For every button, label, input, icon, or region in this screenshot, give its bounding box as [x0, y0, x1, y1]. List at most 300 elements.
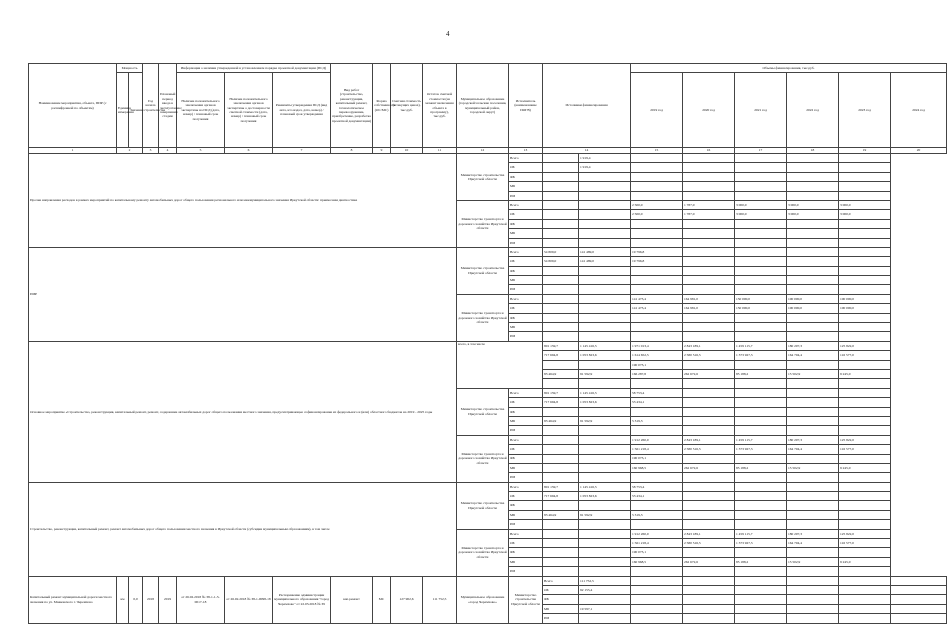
- col-number: 3: [143, 148, 159, 154]
- funding-value: [735, 614, 787, 623]
- funding-value: [735, 454, 787, 463]
- object-value: 0,0: [129, 576, 143, 623]
- source-label: ОБ: [509, 257, 543, 266]
- year-2024-header: 2024 год: [891, 73, 947, 148]
- funding-value: 125 822,0: [839, 529, 891, 538]
- object-estimate-cost: 127 902,6: [391, 576, 423, 623]
- funding-value: 801 159,7: [543, 388, 579, 397]
- year-2020-header: 2020 год: [683, 73, 735, 148]
- funding-value: 3 000,0: [787, 200, 839, 209]
- funding-value: 15 502,9: [787, 557, 839, 566]
- funding-value: [839, 398, 891, 407]
- funding-value: [543, 567, 579, 576]
- year-2021-header: 2021 год: [735, 73, 787, 148]
- funding-value: [579, 323, 631, 332]
- source-label: ИИ: [509, 426, 543, 435]
- funding-value: [543, 276, 579, 285]
- funding-value: [683, 229, 735, 238]
- section-name: Строительство, реконструкция, капитальный ремонт, ремонт автомобильных дорог общего пользования местного значения в Иркутской области (субсидии муниципальным образованиям), в том числе: [29, 482, 457, 576]
- col-sources-header: Источники финансирования: [543, 64, 631, 148]
- funding-value: [579, 539, 631, 548]
- col-number: 13: [509, 148, 543, 154]
- funding-value: [787, 416, 839, 425]
- funding-value: 141 489,0: [579, 247, 631, 256]
- funding-value: [579, 426, 631, 435]
- table-body: [29, 64, 947, 624]
- funding-value: 111 752,5: [579, 576, 631, 585]
- funding-value: [787, 360, 839, 369]
- funding-value: [839, 191, 891, 200]
- funding-value: [735, 313, 787, 322]
- funding-value: [891, 614, 947, 623]
- funding-value: [839, 323, 891, 332]
- funding-value: 1 614 652,5: [631, 351, 683, 360]
- table-row: [29, 482, 947, 491]
- source-label: ИИ: [509, 520, 543, 529]
- funding-value: 1 919,4: [579, 154, 631, 163]
- funding-value: [631, 323, 683, 332]
- funding-value: [839, 492, 891, 501]
- funding-value: 91 592,9: [579, 369, 631, 378]
- funding-value: [631, 219, 683, 228]
- funding-value: 58 753,4: [631, 482, 683, 491]
- col-docs-header: Информация о наличии утвержденной в установленном порядке проектной документации (ПСД): [177, 64, 331, 73]
- col-plan-header: Плановый период ввода в эксплуатацию/завершения стадии: [159, 64, 177, 148]
- funding-value: 54 809,0: [543, 257, 579, 266]
- funding-value: [579, 200, 631, 209]
- table-row: [29, 247, 947, 256]
- funding-value: [735, 510, 787, 519]
- funding-value: [631, 276, 683, 285]
- funding-value: [735, 332, 787, 341]
- funding-value: 1 373 927,5: [735, 445, 787, 454]
- funding-value: [683, 285, 735, 294]
- funding-value: [683, 266, 735, 275]
- funding-value: [683, 482, 735, 491]
- source-label: Всего: [509, 529, 543, 538]
- funding-value: [543, 323, 579, 332]
- financing-table: [28, 63, 947, 624]
- funding-value: 3 000,0: [735, 200, 787, 209]
- funding-value: [579, 238, 631, 247]
- funding-value: [839, 501, 891, 510]
- funding-value: 19 597,1: [579, 604, 631, 613]
- funding-value: [543, 219, 579, 228]
- funding-value: [787, 182, 839, 191]
- funding-value: 3 000,0: [839, 210, 891, 219]
- funding-value: [579, 445, 631, 454]
- funding-value: [631, 172, 683, 181]
- source-label: ОБ: [509, 304, 543, 313]
- source-label: МБ: [509, 463, 543, 472]
- funding-value: 19 796,8: [631, 257, 683, 266]
- funding-value: 9 245,0: [839, 463, 891, 472]
- funding-value: 141 473,4: [631, 304, 683, 313]
- funding-value: 801 159,7: [543, 482, 579, 491]
- funding-value: [735, 548, 787, 557]
- funding-value: [735, 276, 787, 285]
- funding-value: [787, 388, 839, 397]
- source-label: ОБ: [509, 210, 543, 219]
- funding-value: [735, 482, 787, 491]
- funding-value: 9 245,0: [839, 369, 891, 378]
- executor-cell: Министерство строительства Иркутской области: [509, 576, 543, 623]
- funding-value: 1 145 416,5: [579, 388, 631, 397]
- executor-cell: Министерство транспорта и дорожного хозяйства Иркутской области: [457, 435, 509, 482]
- funding-value: 2 580 516,5: [683, 351, 735, 360]
- source-label: ИИ: [543, 614, 579, 623]
- funding-value: [579, 473, 631, 482]
- object-name: Капитальный ремонт муниципальной дороги местного значения по ул. Маяковского г. Черемхово: [29, 576, 117, 623]
- funding-value: [579, 304, 631, 313]
- funding-value: [735, 154, 787, 163]
- funding-value: [683, 492, 735, 501]
- col-number: 9: [373, 148, 391, 154]
- funding-value: 125 822,0: [839, 435, 891, 444]
- funding-value: 1 912 260,0: [631, 529, 683, 538]
- funding-value: 100 000,0: [787, 294, 839, 303]
- funding-value: [735, 604, 787, 613]
- col-conclusion-header: Наличие положительного заключения органов экспертизы на ПСД (дата, номер) / плановый срок получения: [177, 73, 225, 148]
- col-number: 12: [457, 148, 509, 154]
- source-label: ФБ: [509, 172, 543, 181]
- funding-value: [579, 360, 631, 369]
- funding-value: 9 245,0: [839, 557, 891, 566]
- year-2019-header: 2019 год: [631, 73, 683, 148]
- funding-value: [543, 294, 579, 303]
- funding-value: [631, 407, 683, 416]
- funding-value: [631, 163, 683, 172]
- funding-value: [683, 332, 735, 341]
- col-estimate-header: Сметная стоимость (в текущих ценах), тыс.руб.: [391, 64, 423, 148]
- funding-value: 83 464,9: [543, 369, 579, 378]
- funding-value: [787, 454, 839, 463]
- object-conclusion: от 26.02.2018 № 38-1-1-3-0017-18: [177, 576, 225, 623]
- funding-value: 190 073,1: [631, 548, 683, 557]
- funding-value: [735, 426, 787, 435]
- funding-value: [839, 595, 891, 604]
- funding-value: [579, 614, 631, 623]
- source-label: Всего: [509, 482, 543, 491]
- funding-value: [787, 473, 839, 482]
- funding-value: [735, 407, 787, 416]
- funding-value: [787, 604, 839, 613]
- funding-value: [543, 426, 579, 435]
- funding-value: [839, 567, 891, 576]
- funding-value: [683, 604, 735, 613]
- funding-value: [735, 576, 787, 585]
- col-number: 2: [117, 148, 143, 154]
- funding-value: 160 968,5: [631, 557, 683, 566]
- funding-value: [543, 191, 579, 200]
- funding-value: [735, 172, 787, 181]
- funding-value: 5 319,3: [631, 510, 683, 519]
- col-number: 10: [391, 148, 423, 154]
- funding-value: 180 207,3: [787, 435, 839, 444]
- source-label: МБ: [543, 604, 579, 613]
- funding-value: [735, 229, 787, 238]
- funding-value: [683, 510, 735, 519]
- funding-value: [787, 510, 839, 519]
- funding-value: [735, 379, 787, 388]
- funding-value: [683, 172, 735, 181]
- funding-value: [787, 398, 839, 407]
- funding-value: [543, 445, 579, 454]
- funding-value: [735, 416, 787, 425]
- funding-value: [543, 313, 579, 322]
- funding-value: [735, 191, 787, 200]
- col-municipality-header: Муниципальное образование (городской/сельские поселения, муниципальный район, городской округ): [457, 64, 509, 148]
- funding-value: 1 787,0: [683, 200, 735, 209]
- funding-value: 190 073,1: [631, 454, 683, 463]
- funding-value: [631, 238, 683, 247]
- funding-value: 125 822,0: [839, 341, 891, 350]
- funding-value: [683, 313, 735, 322]
- funding-value: [631, 576, 683, 585]
- col-estimate-conclusion-header: Наличие положительного заключения органов экспертизы о достоверности сметной стоимости (дата, номер) / плановый срок получения: [225, 73, 273, 148]
- funding-value: 1 053 823,6: [579, 398, 631, 407]
- source-label: ОБ: [543, 585, 579, 594]
- funding-value: [631, 229, 683, 238]
- funding-value: [543, 266, 579, 275]
- funding-value: [683, 454, 735, 463]
- funding-value: [683, 576, 735, 585]
- funding-value: 164 704,4: [787, 445, 839, 454]
- col-unit-header: Единица измерения: [117, 73, 129, 148]
- funding-value: 150 000,0: [735, 294, 787, 303]
- funding-value: [839, 576, 891, 585]
- col-number: 8: [331, 148, 373, 154]
- funding-value: [631, 585, 683, 594]
- funding-value: [631, 604, 683, 613]
- funding-value: [631, 473, 683, 482]
- executor-cell: Министерство строительства Иркутской области: [457, 154, 509, 201]
- funding-value: [543, 473, 579, 482]
- source-label: Всего: [509, 294, 543, 303]
- col-number: 6: [225, 148, 273, 154]
- funding-value: [787, 219, 839, 228]
- source-label: Всего: [543, 576, 579, 585]
- funding-value: 2 500,0: [631, 210, 683, 219]
- funding-value: [787, 154, 839, 163]
- funding-value: [543, 463, 579, 472]
- source-label: ИИ: [509, 473, 543, 482]
- funding-value: [683, 219, 735, 228]
- funding-value: 85 188,2: [735, 369, 787, 378]
- funding-value: 2 843 189,1: [683, 529, 735, 538]
- funding-value: 262 672,6: [683, 557, 735, 566]
- funding-value: [543, 163, 579, 172]
- table-row: [29, 341, 947, 350]
- col-number: 17: [735, 148, 787, 154]
- funding-value: [579, 285, 631, 294]
- funding-value: 190 073,1: [631, 360, 683, 369]
- funding-value: [631, 614, 683, 623]
- source-label: ФБ: [509, 548, 543, 557]
- funding-value: [579, 191, 631, 200]
- executor-cell: Министерство строительства Иркутской области: [457, 388, 509, 435]
- funding-value: [579, 435, 631, 444]
- object-unit: км: [117, 576, 129, 623]
- table-row: [29, 154, 947, 163]
- funding-value: 2 580 516,5: [683, 539, 735, 548]
- funding-value: 53 434,1: [631, 398, 683, 407]
- funding-value: [579, 276, 631, 285]
- funding-value: 1 459 115,7: [735, 529, 787, 538]
- source-label: ИИ: [509, 191, 543, 200]
- funding-value: [839, 416, 891, 425]
- funding-value: [683, 276, 735, 285]
- source-label: МБ: [509, 182, 543, 191]
- funding-value: 116 577,0: [839, 539, 891, 548]
- source-label: ОБ: [509, 539, 543, 548]
- funding-value: 15 502,9: [787, 463, 839, 472]
- funding-value: [839, 313, 891, 322]
- source-label: Всего: [509, 388, 543, 397]
- funding-value: [839, 219, 891, 228]
- funding-value: [579, 463, 631, 472]
- funding-value: [683, 247, 735, 256]
- funding-value: 1 459 115,7: [735, 341, 787, 350]
- funding-value: [735, 398, 787, 407]
- funding-value: [631, 595, 683, 604]
- funding-value: 1 459 115,7: [735, 435, 787, 444]
- funding-value: [579, 567, 631, 576]
- funding-value: [683, 548, 735, 557]
- funding-value: [579, 520, 631, 529]
- funding-value: [787, 172, 839, 181]
- funding-value: [787, 313, 839, 322]
- funding-value: [683, 407, 735, 416]
- executor-cell: Министерство строительства Иркутской области: [457, 482, 509, 529]
- col-number: 14: [543, 148, 631, 154]
- funding-value: [787, 163, 839, 172]
- funding-value: 164 704,4: [787, 351, 839, 360]
- funding-value: [543, 238, 579, 247]
- funding-value: 83 464,9: [543, 416, 579, 425]
- funding-value: [735, 492, 787, 501]
- funding-value: [543, 539, 579, 548]
- funding-value: [735, 473, 787, 482]
- funding-value: 262 672,6: [683, 369, 735, 378]
- funding-value: 3 000,0: [839, 200, 891, 209]
- funding-value: 150 000,0: [735, 304, 787, 313]
- source-label: ИИ: [509, 285, 543, 294]
- funding-value: 116 577,0: [839, 445, 891, 454]
- funding-value: [839, 182, 891, 191]
- funding-value: [735, 238, 787, 247]
- funding-value: [735, 501, 787, 510]
- funding-value: [543, 304, 579, 313]
- col-number: 7: [273, 148, 331, 154]
- funding-value: [839, 172, 891, 181]
- funding-value: 100 000,0: [839, 304, 891, 313]
- executor-cell: Министерство транспорта и дорожного хозяйства Иркутской области: [457, 529, 509, 576]
- funding-value: [631, 285, 683, 294]
- funding-value: [839, 332, 891, 341]
- source-label: ИИ: [509, 567, 543, 576]
- funding-value: 100 000,0: [839, 294, 891, 303]
- funding-value: [683, 426, 735, 435]
- funding-value: [787, 614, 839, 623]
- funding-value: [683, 379, 735, 388]
- funding-value: 180 207,3: [787, 341, 839, 350]
- funding-value: [735, 360, 787, 369]
- col-value-header: Значение: [129, 73, 143, 148]
- funding-value: 91 592,9: [579, 510, 631, 519]
- funding-value: [839, 604, 891, 613]
- funding-value: 3 000,0: [735, 210, 787, 219]
- funding-value: [735, 388, 787, 397]
- funding-value: 1 919,4: [579, 163, 631, 172]
- funding-value: 717 694,8: [543, 351, 579, 360]
- funding-value: [579, 182, 631, 191]
- funding-value: [787, 585, 839, 594]
- year-2023-header: 2023 год: [839, 73, 891, 148]
- source-label: Всего: [509, 435, 543, 444]
- funding-value: [683, 567, 735, 576]
- funding-value: 180 207,3: [787, 529, 839, 538]
- funding-value: [787, 576, 839, 585]
- source-label: ИИ: [509, 238, 543, 247]
- funding-value: [579, 313, 631, 322]
- funding-value: 164 704,4: [787, 539, 839, 548]
- funding-value: [839, 548, 891, 557]
- funding-value: [543, 285, 579, 294]
- funding-value: [787, 238, 839, 247]
- funding-value: [839, 473, 891, 482]
- funding-value: [839, 229, 891, 238]
- table-row: [29, 576, 947, 585]
- source-label: Всего: [509, 154, 543, 163]
- source-label: МБ: [509, 323, 543, 332]
- source-label: Всего: [509, 200, 543, 209]
- funding-value: [735, 266, 787, 275]
- source-label: ФБ: [509, 313, 543, 322]
- funding-value: 1 971 013,4: [631, 341, 683, 350]
- funding-value: 3 000,0: [787, 210, 839, 219]
- funding-value: [543, 200, 579, 209]
- section-name: Основное мероприятие «Строительство, реконструкция, капитальный ремонт, ремонт, содержание автомобильных дорог общего пользования местного значения, предусматривающее софинансирование из федерального и (или) областного бюджетов на 2019 - 2025 годы: [29, 341, 457, 482]
- funding-value: [839, 426, 891, 435]
- funding-value: [735, 182, 787, 191]
- funding-value: [787, 501, 839, 510]
- funding-value: [787, 379, 839, 388]
- object-ownership: МС: [373, 576, 391, 623]
- funding-value: [683, 163, 735, 172]
- source-label: ФБ: [543, 595, 579, 604]
- funding-value: 1 373 927,5: [735, 539, 787, 548]
- funding-value: 1 373 927,5: [735, 351, 787, 360]
- funding-value: [631, 266, 683, 275]
- source-label: ОБ: [509, 445, 543, 454]
- funding-value: [787, 407, 839, 416]
- funding-value: [683, 398, 735, 407]
- funding-value: [735, 257, 787, 266]
- object-work-type: кап.ремонт: [331, 576, 373, 623]
- funding-value: 91 592,9: [579, 416, 631, 425]
- funding-value: [787, 426, 839, 435]
- section-name: Прочие направления расходов в рамках мероприятий по капитальному ремонту автомобильных дорог общего пользования регионального или межмуниципального значения Иркутской области: приемочная диагностика: [29, 154, 457, 248]
- funding-value: [787, 247, 839, 256]
- funding-value: [543, 172, 579, 181]
- col-funding-header: Объемы финансирования, тыс.руб.: [631, 64, 947, 73]
- col-start-header: Год начала строительства: [143, 64, 159, 148]
- source-label: Всего: [509, 247, 543, 256]
- funding-value: 53 434,1: [631, 492, 683, 501]
- funding-value: [683, 191, 735, 200]
- funding-value: [579, 294, 631, 303]
